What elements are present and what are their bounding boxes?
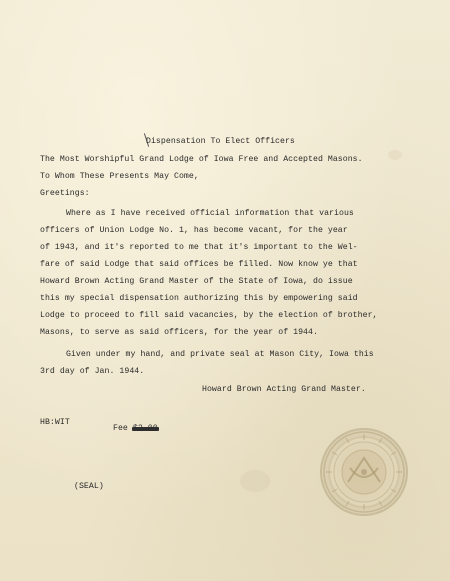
strikeout-mark [132, 427, 159, 431]
signature-line: Howard Brown Acting Grand Master. [202, 385, 366, 394]
fee-line [113, 424, 158, 434]
body-line: fare of said Lodge that said offices be filled. Now know ye that [40, 260, 358, 269]
body-line: Lodge to proceed to fill said vacancies, by the election of brother, [40, 311, 378, 320]
paper-stain [388, 150, 402, 160]
body-line: Howard Brown Acting Grand Master of the State of Iowa, do issue [40, 277, 353, 286]
given-line: 3rd day of Jan. 1944. [40, 367, 145, 376]
initials: HB:WIT [40, 418, 70, 427]
embossed-seal [320, 428, 408, 516]
body-line: Where as I have received official information that various [66, 209, 354, 218]
address-line: To Whom These Presents May Come, [40, 172, 199, 181]
paper-stain [240, 470, 270, 492]
body-line: Masons, to serve as said officers, for the year of 1944. [40, 328, 318, 337]
body-line: officers of Union Lodge No. 1, has become vacant, for the year [40, 226, 348, 235]
greeting: Greetings: [40, 189, 90, 198]
body-line: this my special dispensation authorizing this by empowering said [40, 294, 358, 303]
fee-amount [133, 424, 158, 434]
seal-label: (SEAL) [74, 482, 104, 491]
body-line: of 1943, and it's reported to me that it's important to the Wel- [40, 243, 358, 252]
document-title: Dispensation To Elect Officers [146, 137, 295, 146]
address-line: The Most Worshipful Grand Lodge of Iowa Free and Accepted Masons. [40, 155, 363, 164]
fee-label: Fee [113, 424, 128, 433]
given-line: Given under my hand, and private seal at Mason City, Iowa this [66, 350, 374, 359]
seal-emblem-icon [320, 428, 408, 516]
